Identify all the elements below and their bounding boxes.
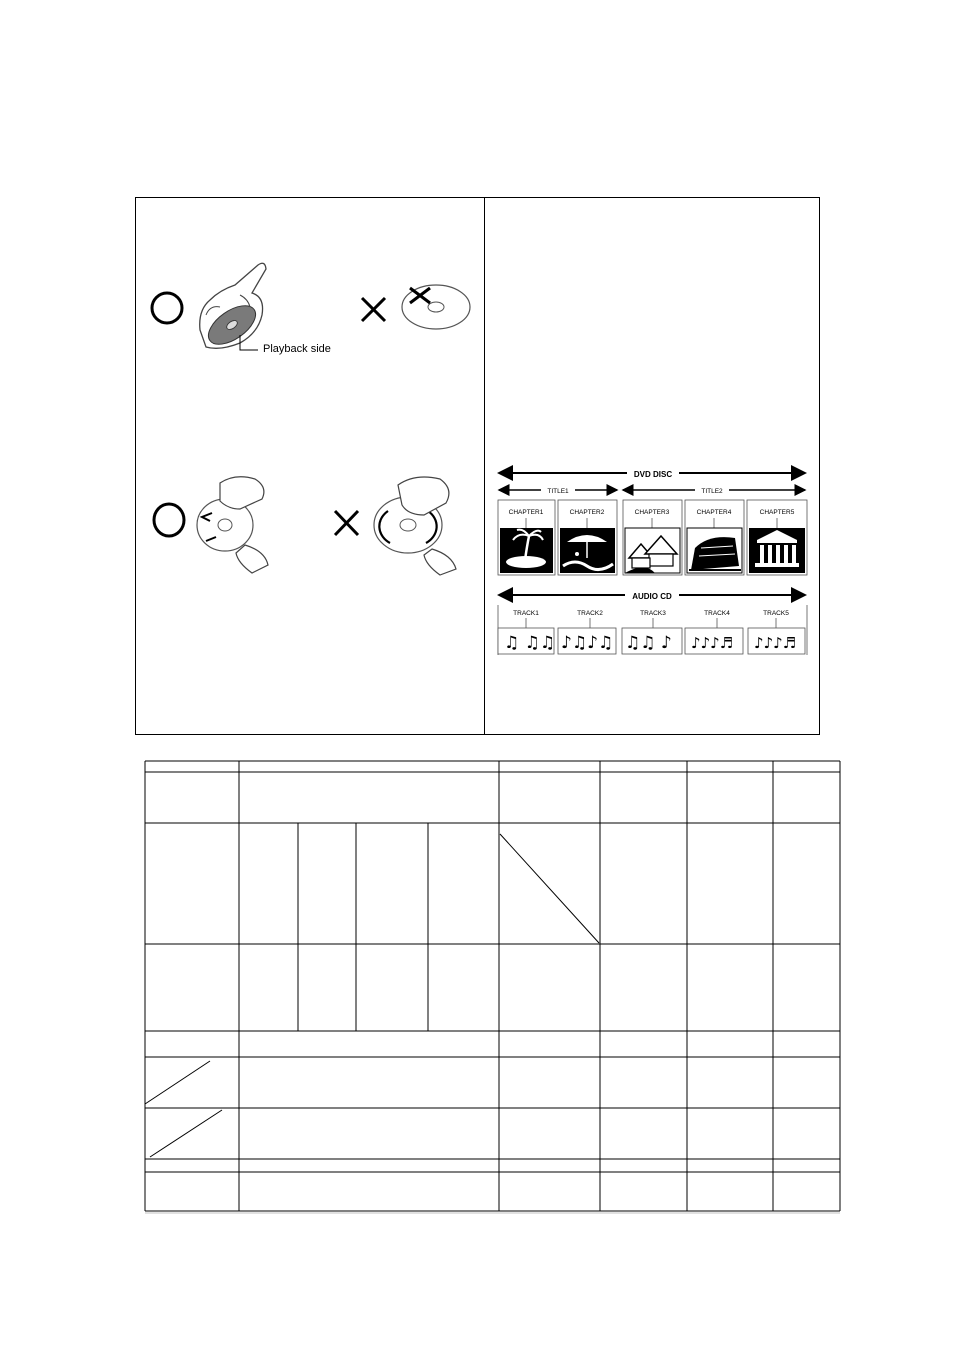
- svg-text:♪♫♪♫: ♪♫♪♫: [561, 633, 614, 653]
- audio-cd-label: AUDIO CD: [632, 592, 672, 601]
- svg-text:♫♫ ♪: ♫♫ ♪: [625, 633, 672, 653]
- chapter-label: CHAPTER2: [569, 509, 605, 516]
- chapter-label: CHAPTER1: [508, 509, 544, 516]
- svg-text:♪♪♪♬: ♪♪♪♬: [754, 634, 797, 652]
- track-label: TRACK1: [513, 610, 539, 617]
- title-label: TITLE1: [547, 488, 569, 495]
- chapter-label: CHAPTER4: [696, 509, 732, 516]
- playback-side-label: Playback side: [263, 343, 331, 355]
- track-label: TRACK4: [704, 610, 730, 617]
- svg-text:♫ ♫♫: ♫ ♫♫: [504, 633, 556, 653]
- title-label: TITLE2: [701, 488, 723, 495]
- chapter-label: CHAPTER5: [759, 509, 795, 516]
- svg-text:♪♪♪♬: ♪♪♪♬: [691, 634, 734, 652]
- track-label: TRACK5: [763, 610, 789, 617]
- track-label: TRACK3: [640, 610, 666, 617]
- track-label: TRACK2: [577, 610, 603, 617]
- chapter-label: CHAPTER3: [634, 509, 670, 516]
- dvd-disc-label: DVD DISC: [633, 470, 673, 479]
